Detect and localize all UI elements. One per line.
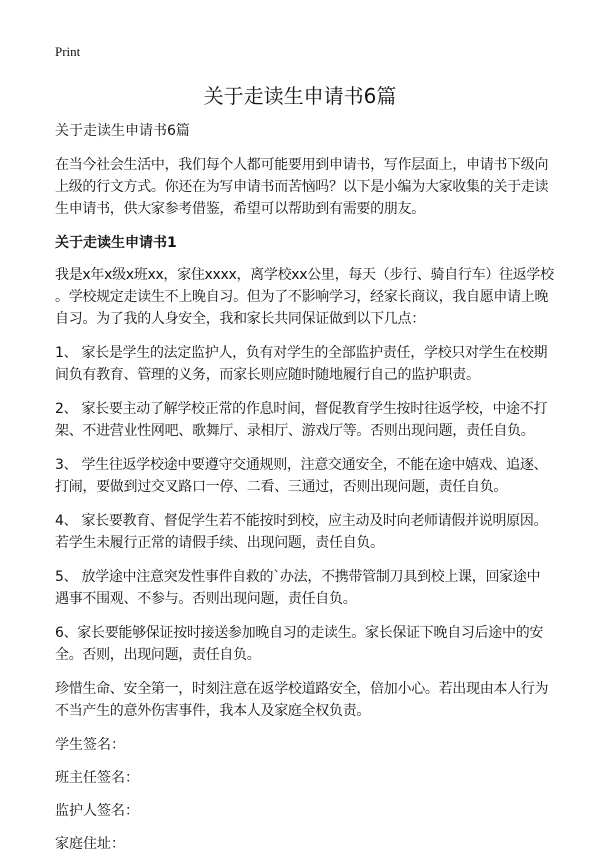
text-line: 1、 家长是学生的法定监护人，负有对学生的全部监护责任，学校只对学生在校期 (55, 345, 548, 361)
paragraphs (55, 264, 575, 722)
text-line: 在当今社会生活中，我们每个人都可能要用到申请书，写作层面上，申请书下级向 (55, 157, 549, 173)
print-link[interactable]: Print (55, 44, 81, 59)
paragraph (55, 678, 575, 722)
text-line: 4、 家长要教育、督促学生若不能按时到校，应主动及时向老师请假并说明原因。 (55, 513, 548, 529)
text-line: 2、 家长要主动了解学校正常的作息时间，督促教育学生按时往返学校，中途不打 (55, 401, 548, 417)
intro-paragraph (55, 154, 575, 220)
signature-field: 班主任签名： (55, 770, 139, 786)
signature-field: 监护人签名： (55, 803, 139, 819)
document-body (55, 120, 575, 866)
paragraph (55, 510, 575, 554)
text-line: 生申请书，供大家参考借鉴，希望可以帮助到有需要的朋友。 (55, 201, 425, 217)
text-line: 若学生未履行正常的请假手续、出现问题，责任自负。 (55, 535, 384, 551)
paragraph (55, 264, 575, 330)
text-line: 珍惜生命、安全第一，时刻注意在返学校道路安全，倍加小心。若出现由本人行为 (55, 681, 549, 697)
text-line: 间负有教育、管理的义务，而家长则应随时随地履行自己的监护职责。 (55, 367, 480, 383)
subtitle: 关于走读生申请书6篇 (55, 123, 190, 139)
text-line: 全。否则，出现问题，责任自负。 (55, 647, 261, 663)
signature-field: 家庭住址： (55, 836, 125, 852)
text-line: 不当产生的意外伤害事件，我本人及家庭全权负责。 (55, 703, 371, 719)
paragraph (55, 622, 575, 666)
text-line: 。学校规定走读生不上晚自习。但为了不影响学习，经家长商议，我自愿申请上晚 (55, 289, 549, 305)
text-line: 5、 放学途中注意突发性事件自救的`办法，不携带管制刀具到校上课，回家途中 (55, 569, 541, 585)
text-line: 3、 学生往返学校途中要遵守交通规则，注意交通安全，不能在途中嬉戏、追逐、 (55, 457, 548, 473)
paragraph (55, 454, 575, 498)
text-line: 自习。为了我的人身安全，我和家长共同保证做到以下几点： (55, 311, 425, 327)
text-line: 上级的行文方式。你还在为写申请书而苦恼吗？以下是小编为大家收集的关于走读 (55, 179, 549, 195)
text-line: 我是x年x级x班xx，家住xxxx，离学校xx公里，每天（步行、骑自行车）往返学校 (55, 267, 554, 283)
paragraph (55, 566, 575, 610)
text-line: 6、家长要能够保证按时接送参加晚自习的走读生。家长保证下晚自习后途中的安 (55, 625, 544, 641)
signatures (55, 734, 575, 855)
signature-field: 学生签名： (55, 737, 125, 753)
paragraph (55, 342, 575, 386)
document-title: 关于走读生申请书6篇 (203, 84, 397, 108)
text-line: 打闹，要做到过交叉路口一停、二看、三通过，否则出现问题，责任自负。 (55, 479, 508, 495)
paragraph (55, 398, 575, 442)
text-line: 架、不进营业性网吧、歌舞厅、录相厅、游戏厅等。否则出现问题，责任自负。 (55, 423, 535, 439)
text-line: 遇事不围观、不参与。否则出现问题，责任自负。 (55, 591, 357, 607)
section-heading: 关于走读生申请书1 (55, 235, 177, 251)
